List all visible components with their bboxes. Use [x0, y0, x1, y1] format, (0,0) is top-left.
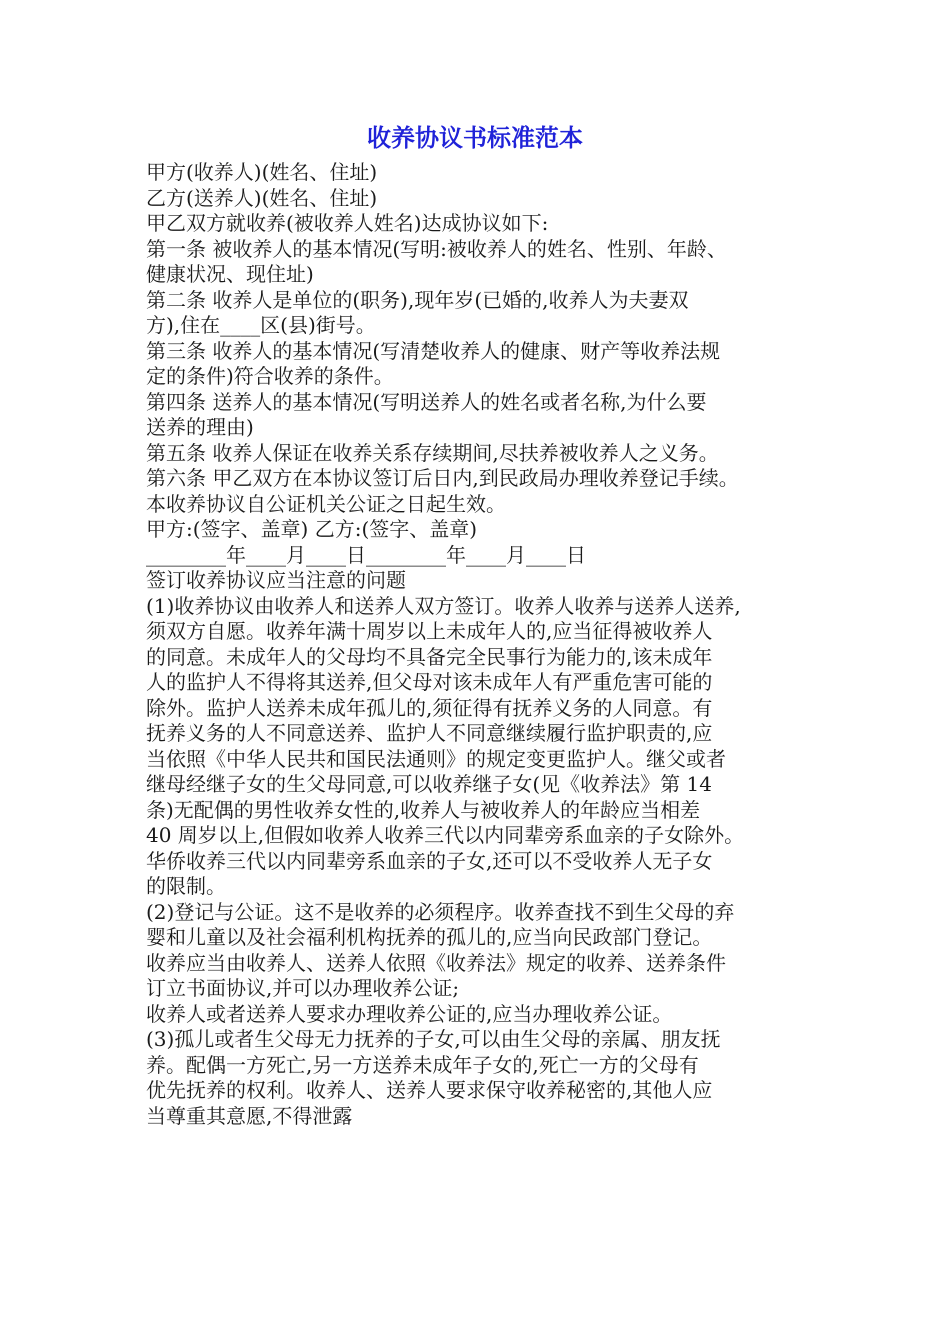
text-line: 健康状况、现住址) — [146, 262, 314, 286]
text-line: 甲乙双方就收养(被收养人姓名)达成协议如下: — [146, 211, 549, 235]
document-title: 收养协议书标准范本 — [367, 124, 583, 152]
signature-line: 甲方:(签字、盖章) 乙方:(签字、盖章) — [146, 517, 478, 541]
text-line: 第三条 收养人的基本情况(写清楚收养人的健康、财产等收养法规 — [146, 338, 721, 363]
text-line: 收养人或者送养人要求办理收养公证的,应当办理收养公证。 — [146, 1001, 673, 1026]
text-line: 的同意。未成年人的父母均不具备完全民事行为能力的,该未成年 — [146, 644, 713, 669]
text-line: 养。配偶一方死亡,另一方送养未成年子女的,死亡一方的父母有 — [146, 1052, 699, 1077]
text-line: 乙方(送养人)(姓名、住址) — [146, 185, 378, 210]
text-line: 收养应当由收养人、送养人依照《收养法》规定的收养、送养条件 — [146, 950, 726, 975]
text-line: 第二条 收养人是单位的(职务),现年岁(已婚的,收养人为夫妻双 — [146, 287, 689, 312]
text-line: 第一条 被收养人的基本情况(写明:被收养人的姓名、性别、年龄、 — [146, 236, 727, 261]
text-line: 第四条 送养人的基本情况(写明送养人的姓名或者名称,为什么要 — [146, 389, 707, 414]
document-body — [146, 160, 846, 1129]
text-line: 继母经继子女的生父母同意,可以收养继子女(见《收养法》第 14 — [146, 772, 712, 796]
text-line: (1)收养协议由收养人和送养人双方签订。收养人收养与送养人送养, — [146, 593, 741, 618]
text-line: 华侨收养三代以内同辈旁系血亲的子女,还可以不受收养人无子女 — [146, 848, 713, 873]
date-line: ________年____月____日________年____月____日 — [146, 542, 586, 567]
text-line: 人的监护人不得将其送养,但父母对该未成年人有严重危害可能的 — [146, 670, 713, 694]
text-line: 除外。监护人送养未成年孤儿的,须征得有抚养义务的人同意。有 — [146, 695, 713, 720]
text-line: 方),住在____区(县)街号。 — [146, 313, 376, 337]
text-line: (3)孤儿或者生父母无力抚养的子女,可以由生父母的亲属、朋友抚 — [146, 1027, 721, 1051]
text-line: 订立书面协议,并可以办理收养公证; — [146, 976, 460, 1000]
text-line: 本收养协议自公证机关公证之日起生效。 — [146, 491, 506, 516]
text-line: 条)无配偶的男性收养女性的,收养人与被收养人的年龄应当相差 — [146, 797, 701, 822]
text-line: 优先抚养的权利。收养人、送养人要求保守收养秘密的,其他人应 — [146, 1078, 713, 1102]
text-line: 当依照《中华人民共和国民法通则》的规定变更监护人。继父或者 — [146, 746, 726, 771]
text-line: 第六条 甲乙双方在本协议签订后日内,到民政局办理收养登记手续。 — [146, 466, 739, 490]
text-line: 抚养义务的人不同意送养、监护人不同意继续履行监护职责的,应 — [146, 721, 713, 745]
text-line: 第五条 收养人保证在收养关系存续期间,尽扶养被收养人之义务。 — [146, 440, 719, 465]
text-line: 送养的理由) — [146, 415, 254, 439]
text-line: 当尊重其意愿,不得泄露 — [146, 1103, 353, 1128]
text-line: 婴和儿童以及社会福利机构抚养的孤儿的,应当向民政部门登记。 — [146, 925, 713, 949]
text-line: 的限制。 — [146, 874, 226, 898]
text-line: (2)登记与公证。这不是收养的必须程序。收养查找不到生父母的弃 — [146, 899, 735, 924]
text-line: 定的条件)符合收养的条件。 — [146, 364, 394, 388]
text-line: 40 周岁以上,但假如收养人收养三代以内同辈旁系血亲的子女除外。 — [146, 823, 745, 847]
text-line: 甲方(收养人)(姓名、住址) — [146, 160, 378, 184]
section-heading: 签订收养协议应当注意的问题 — [146, 568, 406, 592]
text-line: 须双方自愿。收养年满十周岁以上未成年人的,应当征得被收养人 — [146, 619, 713, 643]
